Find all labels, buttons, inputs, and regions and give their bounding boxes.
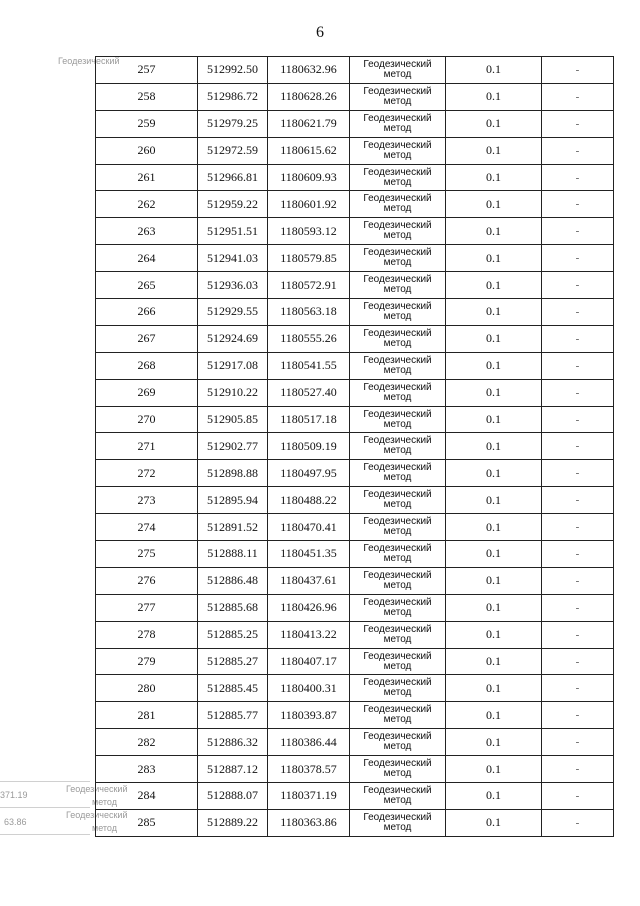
- table-row: [96, 245, 614, 272]
- method-cell: Геодезический метод: [350, 756, 446, 783]
- extra-cell: -: [542, 352, 614, 379]
- extra-cell: -: [542, 756, 614, 783]
- point-number-cell: 279: [96, 648, 198, 675]
- method-cell: Геодезический метод: [350, 783, 446, 810]
- x-coordinate-cell: 512910.22: [198, 379, 268, 406]
- table-row: [96, 567, 614, 594]
- y-coordinate-cell: 1180378.57: [268, 756, 350, 783]
- extra-cell: -: [542, 648, 614, 675]
- accuracy-cell: 0.1: [446, 783, 542, 810]
- y-coordinate-cell: 1180407.17: [268, 648, 350, 675]
- table-row: [96, 675, 614, 702]
- table-row: [96, 110, 614, 137]
- extra-cell: -: [542, 675, 614, 702]
- table-row: [96, 783, 614, 810]
- point-number-cell: 257: [96, 57, 198, 84]
- method-cell: Геодезический метод: [350, 379, 446, 406]
- point-number-cell: 280: [96, 675, 198, 702]
- y-coordinate-cell: 1180572.91: [268, 272, 350, 299]
- accuracy-cell: 0.1: [446, 325, 542, 352]
- extra-cell: -: [542, 541, 614, 568]
- point-number-cell: 274: [96, 514, 198, 541]
- y-coordinate-cell: 1180497.95: [268, 460, 350, 487]
- table-row: [96, 218, 614, 245]
- extra-cell: -: [542, 57, 614, 84]
- x-coordinate-cell: 512905.85: [198, 406, 268, 433]
- extra-cell: -: [542, 245, 614, 272]
- x-coordinate-cell: 512887.12: [198, 756, 268, 783]
- point-number-cell: 264: [96, 245, 198, 272]
- y-coordinate-cell: 1180615.62: [268, 137, 350, 164]
- x-coordinate-cell: 512979.25: [198, 110, 268, 137]
- ghost-text-method-2b: метод: [92, 823, 117, 833]
- point-number-cell: 282: [96, 729, 198, 756]
- method-cell: Геодезический метод: [350, 110, 446, 137]
- accuracy-cell: 0.1: [446, 487, 542, 514]
- method-cell: Геодезический метод: [350, 245, 446, 272]
- x-coordinate-cell: 512898.88: [198, 460, 268, 487]
- y-coordinate-cell: 1180509.19: [268, 433, 350, 460]
- point-number-cell: 266: [96, 299, 198, 326]
- method-cell: Геодезический метод: [350, 675, 446, 702]
- x-coordinate-cell: 512886.32: [198, 729, 268, 756]
- point-number-cell: 268: [96, 352, 198, 379]
- extra-cell: -: [542, 379, 614, 406]
- table-row: [96, 460, 614, 487]
- accuracy-cell: 0.1: [446, 406, 542, 433]
- point-number-cell: 267: [96, 325, 198, 352]
- method-cell: Геодезический метод: [350, 702, 446, 729]
- ghost-text-method-1: Геодезический: [66, 784, 128, 794]
- y-coordinate-cell: 1180426.96: [268, 594, 350, 621]
- accuracy-cell: 0.1: [446, 809, 542, 836]
- x-coordinate-cell: 512917.08: [198, 352, 268, 379]
- table-row: [96, 702, 614, 729]
- table-row: [96, 83, 614, 110]
- method-cell: Геодезический метод: [350, 57, 446, 84]
- y-coordinate-cell: 1180628.26: [268, 83, 350, 110]
- extra-cell: -: [542, 460, 614, 487]
- point-number-cell: 258: [96, 83, 198, 110]
- table-row: [96, 594, 614, 621]
- table-row: [96, 809, 614, 836]
- accuracy-cell: 0.1: [446, 594, 542, 621]
- point-number-cell: 261: [96, 164, 198, 191]
- method-cell: Геодезический метод: [350, 433, 446, 460]
- x-coordinate-cell: 512891.52: [198, 514, 268, 541]
- method-cell: Геодезический метод: [350, 567, 446, 594]
- method-cell: Геодезический метод: [350, 83, 446, 110]
- accuracy-cell: 0.1: [446, 675, 542, 702]
- x-coordinate-cell: 512885.45: [198, 675, 268, 702]
- coordinates-table: [95, 56, 614, 837]
- ghost-text-method-top: Геодезический: [58, 56, 120, 66]
- accuracy-cell: 0.1: [446, 83, 542, 110]
- y-coordinate-cell: 1180451.35: [268, 541, 350, 568]
- method-cell: Геодезический метод: [350, 514, 446, 541]
- method-cell: Геодезический метод: [350, 729, 446, 756]
- ghost-line: [0, 781, 90, 782]
- extra-cell: -: [542, 406, 614, 433]
- y-coordinate-cell: 1180579.85: [268, 245, 350, 272]
- coordinates-table-body: [96, 57, 614, 837]
- x-coordinate-cell: 512959.22: [198, 191, 268, 218]
- y-coordinate-cell: 1180563.18: [268, 299, 350, 326]
- x-coordinate-cell: 512951.51: [198, 218, 268, 245]
- table-row: [96, 57, 614, 84]
- x-coordinate-cell: 512885.68: [198, 594, 268, 621]
- x-coordinate-cell: 512992.50: [198, 57, 268, 84]
- point-number-cell: 276: [96, 567, 198, 594]
- y-coordinate-cell: 1180593.12: [268, 218, 350, 245]
- extra-cell: -: [542, 487, 614, 514]
- accuracy-cell: 0.1: [446, 218, 542, 245]
- accuracy-cell: 0.1: [446, 137, 542, 164]
- extra-cell: -: [542, 702, 614, 729]
- x-coordinate-cell: 512888.11: [198, 541, 268, 568]
- y-coordinate-cell: 1180488.22: [268, 487, 350, 514]
- table-row: [96, 756, 614, 783]
- extra-cell: -: [542, 325, 614, 352]
- y-coordinate-cell: 1180437.61: [268, 567, 350, 594]
- point-number-cell: 269: [96, 379, 198, 406]
- point-number-cell: 278: [96, 621, 198, 648]
- extra-cell: -: [542, 514, 614, 541]
- extra-cell: -: [542, 83, 614, 110]
- y-coordinate-cell: 1180400.31: [268, 675, 350, 702]
- accuracy-cell: 0.1: [446, 567, 542, 594]
- table-row: [96, 648, 614, 675]
- x-coordinate-cell: 512986.72: [198, 83, 268, 110]
- ghost-line: [0, 834, 90, 835]
- point-number-cell: 284: [96, 783, 198, 810]
- method-cell: Геодезический метод: [350, 164, 446, 191]
- extra-cell: -: [542, 137, 614, 164]
- y-coordinate-cell: 1180601.92: [268, 191, 350, 218]
- accuracy-cell: 0.1: [446, 756, 542, 783]
- point-number-cell: 275: [96, 541, 198, 568]
- y-coordinate-cell: 1180527.40: [268, 379, 350, 406]
- x-coordinate-cell: 512886.48: [198, 567, 268, 594]
- table-row: [96, 433, 614, 460]
- accuracy-cell: 0.1: [446, 299, 542, 326]
- x-coordinate-cell: 512941.03: [198, 245, 268, 272]
- accuracy-cell: 0.1: [446, 191, 542, 218]
- x-coordinate-cell: 512936.03: [198, 272, 268, 299]
- method-cell: Геодезический метод: [350, 406, 446, 433]
- accuracy-cell: 0.1: [446, 514, 542, 541]
- point-number-cell: 272: [96, 460, 198, 487]
- extra-cell: -: [542, 164, 614, 191]
- table-row: [96, 406, 614, 433]
- point-number-cell: 283: [96, 756, 198, 783]
- point-number-cell: 262: [96, 191, 198, 218]
- table-row: [96, 541, 614, 568]
- point-number-cell: 273: [96, 487, 198, 514]
- x-coordinate-cell: 512929.55: [198, 299, 268, 326]
- x-coordinate-cell: 512885.27: [198, 648, 268, 675]
- accuracy-cell: 0.1: [446, 541, 542, 568]
- x-coordinate-cell: 512885.77: [198, 702, 268, 729]
- table-row: [96, 621, 614, 648]
- method-cell: Геодезический метод: [350, 272, 446, 299]
- accuracy-cell: 0.1: [446, 272, 542, 299]
- point-number-cell: 277: [96, 594, 198, 621]
- method-cell: Геодезический метод: [350, 809, 446, 836]
- accuracy-cell: 0.1: [446, 729, 542, 756]
- method-cell: Геодезический метод: [350, 137, 446, 164]
- table-row: [96, 729, 614, 756]
- extra-cell: -: [542, 272, 614, 299]
- y-coordinate-cell: 1180363.86: [268, 809, 350, 836]
- point-number-cell: 281: [96, 702, 198, 729]
- accuracy-cell: 0.1: [446, 648, 542, 675]
- table-row: [96, 299, 614, 326]
- method-cell: Геодезический метод: [350, 352, 446, 379]
- accuracy-cell: 0.1: [446, 433, 542, 460]
- extra-cell: -: [542, 433, 614, 460]
- table-row: [96, 191, 614, 218]
- accuracy-cell: 0.1: [446, 621, 542, 648]
- method-cell: Геодезический метод: [350, 460, 446, 487]
- method-cell: Геодезический метод: [350, 325, 446, 352]
- ghost-text-value-2: 63.86: [4, 817, 27, 827]
- method-cell: Геодезический метод: [350, 218, 446, 245]
- point-number-cell: 263: [96, 218, 198, 245]
- extra-cell: -: [542, 567, 614, 594]
- method-cell: Геодезический метод: [350, 648, 446, 675]
- extra-cell: -: [542, 218, 614, 245]
- point-number-cell: 265: [96, 272, 198, 299]
- point-number-cell: 260: [96, 137, 198, 164]
- table-row: [96, 137, 614, 164]
- table-row: [96, 325, 614, 352]
- accuracy-cell: 0.1: [446, 164, 542, 191]
- y-coordinate-cell: 1180517.18: [268, 406, 350, 433]
- extra-cell: -: [542, 729, 614, 756]
- accuracy-cell: 0.1: [446, 379, 542, 406]
- point-number-cell: 270: [96, 406, 198, 433]
- x-coordinate-cell: 512885.25: [198, 621, 268, 648]
- extra-cell: -: [542, 809, 614, 836]
- extra-cell: -: [542, 594, 614, 621]
- extra-cell: -: [542, 783, 614, 810]
- extra-cell: -: [542, 110, 614, 137]
- ghost-text-value-1: 371.19: [0, 790, 28, 800]
- y-coordinate-cell: 1180413.22: [268, 621, 350, 648]
- y-coordinate-cell: 1180555.26: [268, 325, 350, 352]
- accuracy-cell: 0.1: [446, 110, 542, 137]
- method-cell: Геодезический метод: [350, 487, 446, 514]
- method-cell: Геодезический метод: [350, 541, 446, 568]
- accuracy-cell: 0.1: [446, 352, 542, 379]
- x-coordinate-cell: 512888.07: [198, 783, 268, 810]
- x-coordinate-cell: 512966.81: [198, 164, 268, 191]
- extra-cell: -: [542, 299, 614, 326]
- accuracy-cell: 0.1: [446, 702, 542, 729]
- page-number: 6: [316, 24, 324, 41]
- x-coordinate-cell: 512895.94: [198, 487, 268, 514]
- table-row: [96, 164, 614, 191]
- table-row: [96, 352, 614, 379]
- accuracy-cell: 0.1: [446, 57, 542, 84]
- accuracy-cell: 0.1: [446, 245, 542, 272]
- table-row: [96, 487, 614, 514]
- accuracy-cell: 0.1: [446, 460, 542, 487]
- x-coordinate-cell: 512972.59: [198, 137, 268, 164]
- method-cell: Геодезический метод: [350, 299, 446, 326]
- x-coordinate-cell: 512924.69: [198, 325, 268, 352]
- table-row: [96, 514, 614, 541]
- point-number-cell: 259: [96, 110, 198, 137]
- ghost-text-method-2: Геодезический: [66, 810, 128, 820]
- method-cell: Геодезический метод: [350, 191, 446, 218]
- x-coordinate-cell: 512889.22: [198, 809, 268, 836]
- ghost-text-method-1b: метод: [92, 797, 117, 807]
- point-number-cell: 285: [96, 809, 198, 836]
- table-row: [96, 272, 614, 299]
- y-coordinate-cell: 1180470.41: [268, 514, 350, 541]
- extra-cell: -: [542, 191, 614, 218]
- y-coordinate-cell: 1180632.96: [268, 57, 350, 84]
- point-number-cell: 271: [96, 433, 198, 460]
- extra-cell: -: [542, 621, 614, 648]
- method-cell: Геодезический метод: [350, 621, 446, 648]
- y-coordinate-cell: 1180371.19: [268, 783, 350, 810]
- y-coordinate-cell: 1180541.55: [268, 352, 350, 379]
- ghost-line: [0, 807, 90, 808]
- x-coordinate-cell: 512902.77: [198, 433, 268, 460]
- method-cell: Геодезический метод: [350, 594, 446, 621]
- y-coordinate-cell: 1180386.44: [268, 729, 350, 756]
- y-coordinate-cell: 1180621.79: [268, 110, 350, 137]
- table-row: [96, 379, 614, 406]
- y-coordinate-cell: 1180393.87: [268, 702, 350, 729]
- y-coordinate-cell: 1180609.93: [268, 164, 350, 191]
